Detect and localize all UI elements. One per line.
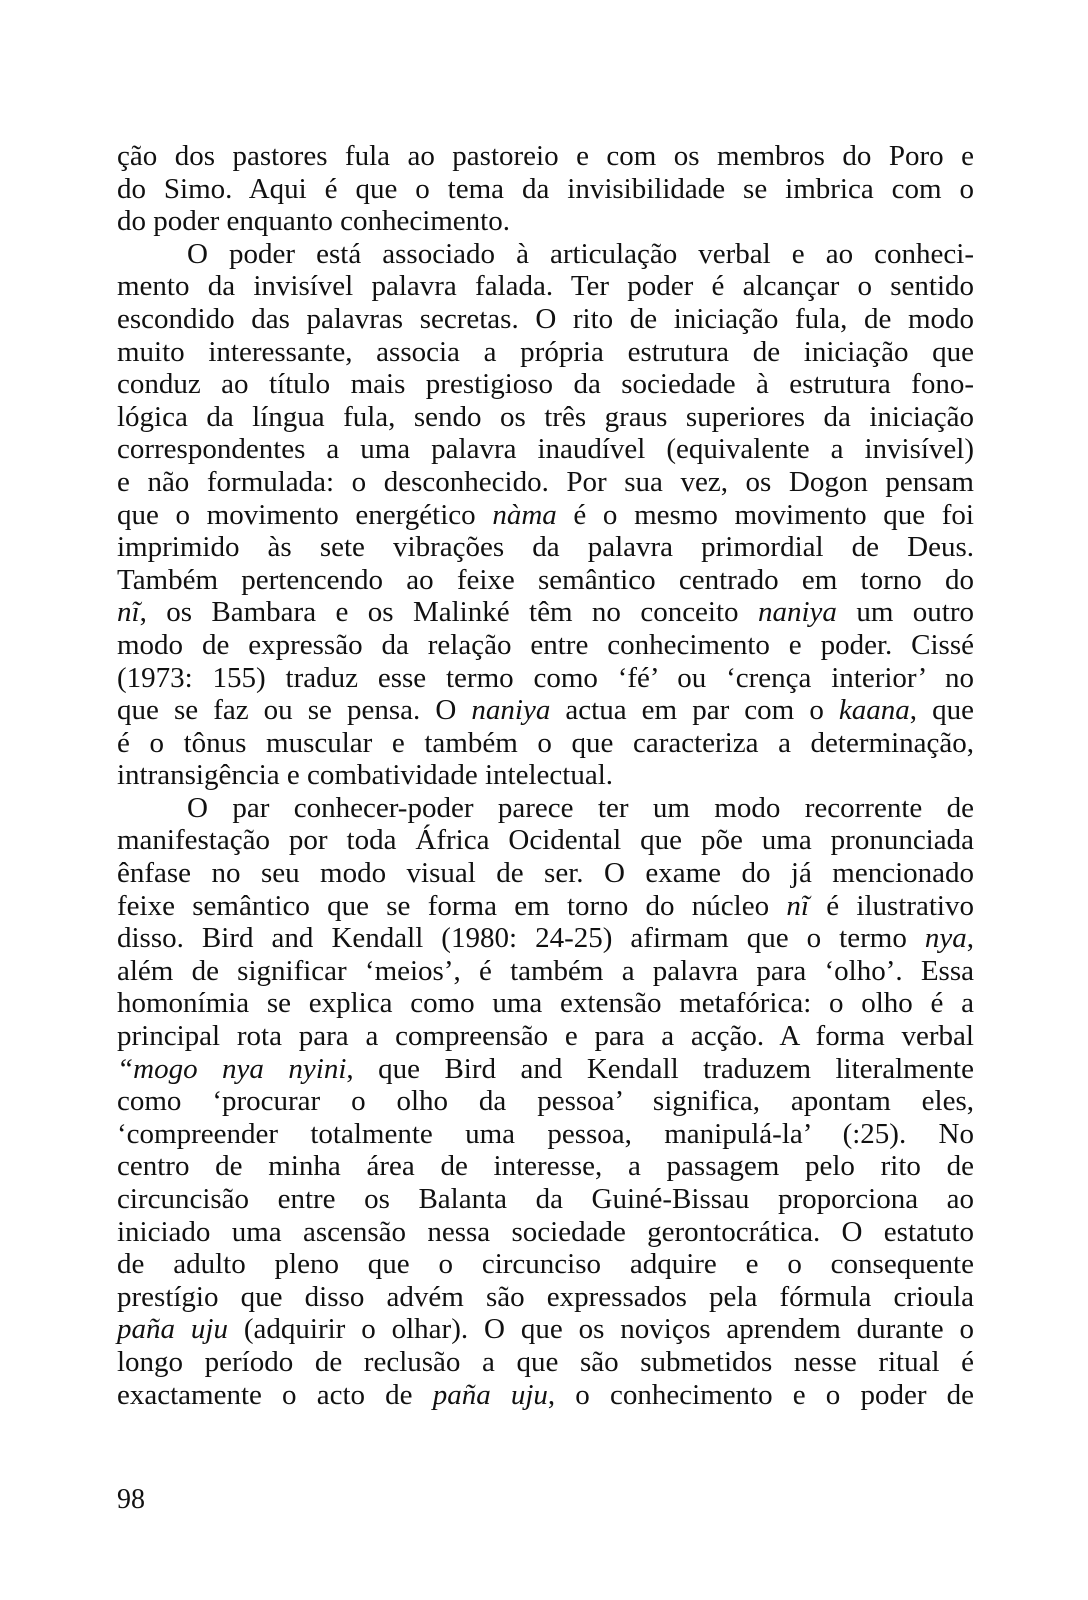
italic-term: nàma (492, 498, 557, 531)
text-segment: como ‘procurar o olho da pessoa’ significa, apontam eles, (117, 1085, 974, 1118)
text-segment: um outro (836, 596, 974, 629)
text-line (117, 1183, 974, 1216)
text-segment: mento da invisível palavra falada. Ter poder é alcançar o sentido (117, 270, 974, 303)
text-segment: modo de expressão da relação entre conhecimento e poder. Cissé (117, 628, 974, 661)
text-segment: , (966, 922, 974, 955)
italic-term: paña uju (432, 1378, 548, 1411)
text-segment: muito interessante, associa a própria estrutura de iniciação que (117, 335, 974, 368)
text-segment: circuncisão entre os Balanta da Guiné-Bissau proporciona ao (117, 1183, 974, 1215)
text-segment: ênfase no seu modo visual de ser. O exame do já mencionado (117, 857, 974, 890)
text-segment: ‘compreender totalmente uma pessoa, manipulá-la’ (:25). No (117, 1117, 974, 1150)
text-segment: do poder enquanto conhecimento. (117, 205, 510, 238)
text-line (117, 1346, 974, 1379)
text-segment: centro de minha área de interesse, a passagem pelo rito de (117, 1150, 974, 1183)
text-line (117, 955, 974, 988)
text-segment: disso. Bird and Kendall (1980: 24-25) afirmam que o termo (117, 922, 925, 955)
text-segment: (adquirir o olhar). O que os noviços aprendem durante o (227, 1313, 974, 1346)
text-line (117, 140, 974, 173)
text-line (117, 662, 974, 695)
text-line (117, 564, 974, 597)
italic-term: naniya (757, 596, 837, 629)
text-line (117, 1085, 974, 1118)
italic-term: nĩ (786, 889, 809, 922)
text-segment: exactamente o acto de (117, 1378, 433, 1411)
text-line (117, 1150, 974, 1183)
page-number: 98 (117, 1484, 145, 1515)
text-line (117, 368, 974, 401)
text-segment: e não formulada: o desconhecido. Por sua vez, os Dogon pensam (117, 465, 974, 498)
text-segment: lógica da língua fula, sendo os três graus superiores da iniciação (117, 400, 974, 433)
text-line (117, 401, 974, 434)
text-segment: além de significar ‘meios’, é também a palavra para ‘olho’. Essa (117, 954, 974, 987)
italic-term: paña uju (117, 1313, 228, 1346)
italic-term: naniya (471, 694, 551, 727)
text-line (117, 499, 974, 532)
text-line (117, 1313, 974, 1346)
text-line (117, 433, 974, 466)
text-segment: , que (909, 694, 975, 727)
text-line (117, 238, 974, 271)
text-segment: longo período de reclusão a que são submetidos nesse ritual é (117, 1345, 974, 1378)
text-line (117, 694, 974, 727)
text-segment: de adulto pleno que o circunciso adquire e o consequente (117, 1248, 974, 1281)
text-line (117, 922, 974, 955)
text-segment: homonímia se explica como uma extensão metafórica: o olho é a (117, 987, 974, 1020)
text-segment: O par conhecer-poder parece ter um modo recorrente de (187, 791, 974, 824)
text-line (117, 466, 974, 499)
text-line (117, 629, 974, 662)
text-segment: Também pertencendo ao feixe semântico centrado em torno do (117, 563, 974, 596)
text-segment: O poder está associado à articulação verbal e ao conheci- (187, 237, 974, 270)
text-segment: escondido das palavras secretas. O rito de iniciação fula, de modo (117, 302, 974, 335)
text-segment: feixe semântico que se forma em torno do núcleo (117, 889, 787, 922)
text-segment: actua em par com o (550, 694, 839, 727)
text-line (117, 792, 974, 825)
text-line (117, 596, 974, 629)
text-line (117, 759, 974, 792)
text-segment: que se faz ou se pensa. O (117, 694, 472, 727)
text-segment: manifestação por toda África Ocidental que põe uma pronunciada (117, 824, 974, 857)
text-segment: é o mesmo movimento que foi (556, 498, 974, 531)
text-line (117, 727, 974, 760)
text-line (117, 1118, 974, 1151)
text-segment: conduz ao título mais prestigioso da sociedade à estrutura fono- (117, 368, 974, 401)
text-segment: principal rota para a compreensão e para a acção. A forma verbal (117, 1020, 974, 1053)
text-line (117, 205, 974, 238)
text-segment: do Simo. Aqui é que o tema da invisibilidade se imbrica com o (117, 172, 974, 205)
text-segment: iniciado uma ascensão nessa sociedade gerontocrática. O estatuto (117, 1215, 974, 1248)
text-line (117, 1216, 974, 1249)
italic-term: nĩ (117, 596, 140, 629)
text-line (117, 173, 974, 206)
text-segment: é ilustrativo (808, 889, 974, 922)
text-line (117, 303, 974, 336)
text-segment: ção dos pastores fula ao pastoreio e com os membros do Poro e (117, 140, 974, 172)
text-segment: (1973: 155) traduz esse termo como ‘fé’ ou ‘crença interior’ no (117, 661, 974, 694)
text-line (117, 890, 974, 923)
text-segment: intransigência e combatividade intelectual. (117, 759, 614, 792)
text-segment: correspondentes a uma palavra inaudível (equivalente a invisível) (117, 433, 974, 466)
text-line (117, 1248, 974, 1281)
text-segment: , os Bambara e os Malinké têm no conceito (139, 596, 758, 629)
text-line (117, 1379, 974, 1412)
text-line (117, 824, 974, 857)
italic-term: nya (924, 922, 967, 955)
text-segment: , o conhecimento e o poder de (547, 1378, 974, 1411)
text-segment: é o tônus muscular e também o que caracteriza a determinação, (117, 726, 974, 759)
italic-term: kaana (838, 694, 910, 727)
text-segment: prestígio que disso advém são expressados pela fórmula crioula (117, 1280, 974, 1313)
text-line (117, 857, 974, 890)
italic-term: “mogo nya nyini (117, 1052, 347, 1085)
text-line (117, 1053, 974, 1086)
text-line (117, 270, 974, 303)
text-line (117, 1020, 974, 1053)
text-segment: imprimido às sete vibrações da palavra primordial de Deus. (117, 531, 974, 564)
text-segment: que o movimento energético (117, 498, 493, 531)
body-text (117, 140, 974, 1411)
text-line (117, 336, 974, 369)
text-line (117, 531, 974, 564)
text-segment: , que Bird and Kendall traduzem literalmente (346, 1052, 974, 1085)
text-line (117, 1281, 974, 1314)
text-line (117, 987, 974, 1020)
